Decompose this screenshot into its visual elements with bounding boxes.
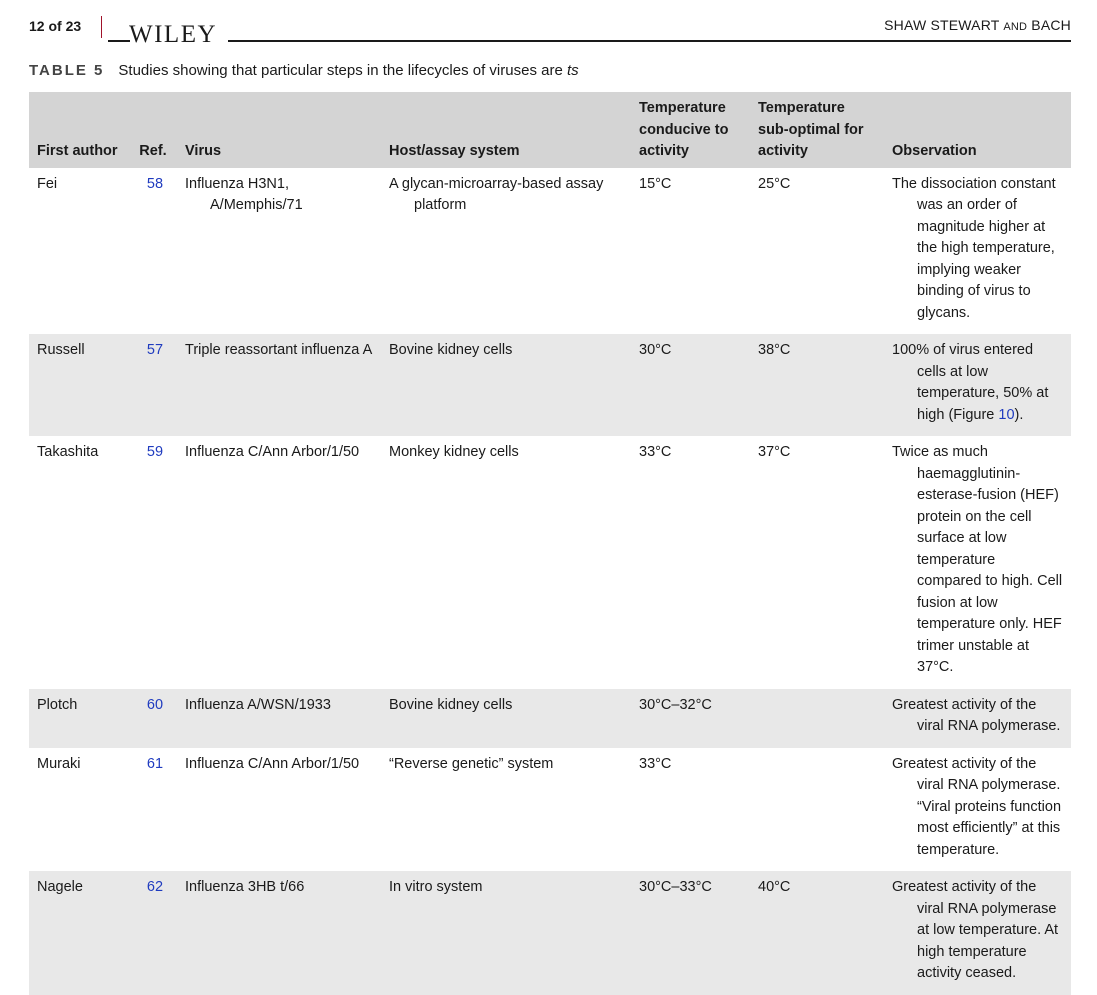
cell-observation: 100% of virus entered cells at low temperature, 50% at high (Figure 10). — [884, 334, 1071, 436]
ref-link[interactable]: 58 — [146, 175, 164, 192]
cell-author: Russell — [29, 334, 133, 436]
cell-observation: Twice as much haemagglutinin-esterase-fusion (HEF) protein on the cell surface at low temperature compared to high. Cell fusion at low temperature only. HEF trimer unstable at 37°C. — [892, 444, 1063, 675]
cell-virus: Influenza H3N1, A/Memphis/71 — [185, 175, 303, 213]
cell-author: Nagele — [29, 871, 133, 995]
cell-author: Plotch — [29, 689, 133, 748]
cell-host: Monkey kidney cells — [389, 444, 519, 460]
cell-temp-conducive: 30°C–32°C — [631, 689, 750, 748]
col-virus: Virus — [177, 92, 381, 168]
cell-observation: Greatest activity of the viral RNA polymerase. “Viral proteins function most efficiently” at this temperature. — [892, 755, 1062, 858]
header-divider — [101, 16, 102, 38]
studies-table — [29, 92, 1071, 995]
cell-author: Fei — [37, 175, 58, 192]
cell-temp-suboptimal: 37°C — [758, 444, 791, 460]
cell-temp-suboptimal — [750, 748, 884, 872]
publisher-logo: WILEY — [129, 21, 218, 48]
table-row — [29, 748, 1071, 872]
cell-virus: Triple reassortant influenza A — [177, 334, 381, 436]
col-host: Host/assay system — [381, 92, 631, 168]
cell-host: “Reverse genetic” system — [389, 755, 554, 772]
table-label: TABLE 5 — [29, 62, 105, 79]
figure-link[interactable]: 10 — [998, 406, 1015, 423]
cell-virus: Influenza C/Ann Arbor/1/50 — [185, 755, 360, 772]
ref-link[interactable]: 60 — [146, 696, 164, 713]
cell-temp-conducive: 15°C — [639, 175, 672, 192]
cell-host: Bovine kidney cells — [381, 334, 631, 436]
cell-virus: Influenza C/Ann Arbor/1/50 — [185, 444, 360, 460]
ref-link[interactable]: 57 — [146, 342, 164, 358]
cell-temp-suboptimal: 38°C — [750, 334, 884, 436]
cell-temp-suboptimal — [750, 689, 884, 748]
cell-observation: The dissociation constant was an order of magnitude higher at the high temperature, implying weaker binding of virus to glycans. — [892, 175, 1056, 321]
running-head-main: SHAW STEWART — [884, 17, 1004, 33]
table-row — [29, 334, 1071, 436]
header-rule — [228, 40, 1071, 42]
cell-temp-suboptimal: 25°C — [758, 175, 791, 192]
cell-temp-conducive: 30°C — [631, 334, 750, 436]
col-first-author: First author — [29, 92, 133, 168]
table-caption — [29, 62, 579, 79]
cell-virus: Influenza A/WSN/1933 — [177, 689, 381, 748]
table-row — [29, 689, 1071, 748]
cell-temp-conducive: 30°C–33°C — [631, 871, 750, 995]
running-head-and: AND — [1003, 21, 1028, 33]
caption-italic: ts — [566, 62, 579, 79]
running-head-end: BACH — [1027, 17, 1071, 33]
cell-temp-suboptimal: 40°C — [750, 871, 884, 995]
cell-host: A glycan-microarray-based assay platform — [389, 175, 604, 213]
table-row — [29, 436, 1071, 689]
ref-link[interactable]: 62 — [146, 879, 164, 895]
col-ref: Ref. — [133, 92, 177, 168]
page-header — [29, 12, 1071, 48]
table-row — [29, 871, 1071, 995]
cell-temp-conducive: 33°C — [639, 444, 672, 460]
col-temp-conducive: Temperature conducive to activity — [631, 92, 750, 168]
table-header-row — [29, 92, 1071, 168]
running-head — [884, 17, 1071, 33]
caption-text: Studies showing that particular steps in the lifecycles of viruses are — [118, 62, 567, 79]
cell-author: Muraki — [37, 755, 81, 772]
cell-observation: Greatest activity of the viral RNA polymerase at low temperature. At high temperature activity ceased. — [884, 871, 1071, 995]
ref-link[interactable]: 61 — [146, 755, 164, 772]
cell-virus: Influenza 3HB t/66 — [177, 871, 381, 995]
logo-underline-left — [108, 40, 130, 42]
cell-author: Takashita — [37, 444, 99, 460]
col-temp-suboptimal: Temperature sub-optimal for activity — [750, 92, 884, 168]
cell-observation: Greatest activity of the viral RNA polymerase. — [884, 689, 1071, 748]
cell-host: In vitro system — [381, 871, 631, 995]
ref-link[interactable]: 59 — [146, 444, 164, 460]
table-row — [29, 168, 1071, 335]
cell-temp-conducive: 33°C — [639, 755, 672, 772]
page-number: 12 of 23 — [29, 18, 82, 34]
col-observation: Observation — [884, 92, 1071, 168]
cell-host: Bovine kidney cells — [381, 689, 631, 748]
